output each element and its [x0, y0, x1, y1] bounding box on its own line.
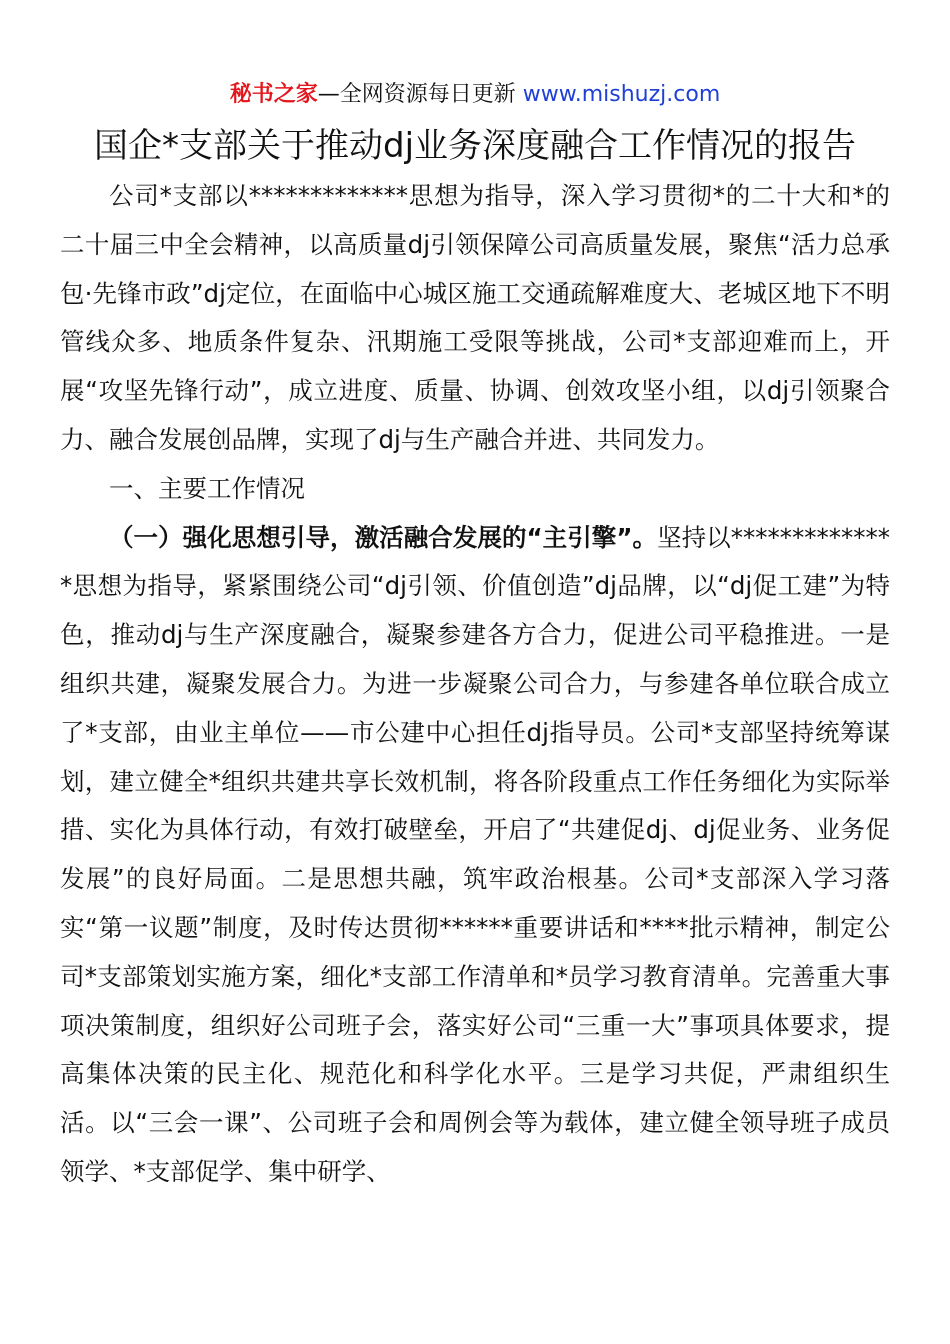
header-slogan: —全网资源每日更新: [317, 82, 523, 107]
subsection-body: 坚持以**************思想为指导，紧紧围绕公司“dj引领、价值创造”dj品牌，以“dj促工建”为特色，推动dj与生产深度融合，凝聚参建各方合力，促进公司平稳推进。一是组织共建，凝聚发展合力。为进一步凝聚公司合力，与参建各单位联合成立了*支部，由业主单位——市公建中心担任dj指导员。公司*支部坚持统筹谋划，建立健全*组织共建共享长效机制，将各阶段重点工作任务细化为实际举措、实化为具体行动，有效打破壁垒，开启了“共建促dj、dj促业务、业务促发展”的良好局面。二是思想共融，筑牢政治根基。公司*支部深入学习落实“第一议题”制度，及时传达贯彻******重要讲话和****批示精神，制定公司*支部策划实施方案，细化*支部工作清单和*员学习教育清单。完善重大事项决策制度，组织好公司班子会，落实好公司“三重一大”事项具体要求，提高集体决策的民主化、规范化和科学化水平。三是学习共促，严肃组织生活。以“三会一课”、公司班子会和周例会等为载体，建立健全领导班子成员领学、*支部促学、集中研学、: [60, 522, 891, 1186]
site-header: [0, 80, 950, 110]
subsection-paragraph: [60, 514, 890, 1197]
intro-paragraph: 公司*支部以*************思想为指导，深入学习贯彻*的二十大和*的二十届三中全会精神，以高质量dj引领保障公司高质量发展，聚焦“活力总承包·先锋市政”dj定位，在面临中心城区施工交通疏解难度大、老城区地下不明管线众多、地质条件复杂、汛期施工受限等挑战，公司*支部迎难而上，开展“攻坚先锋行动”，成立进度、质量、协调、创效攻坚小组，以dj引领聚合力、融合发展创品牌，实现了dj与生产融合并进、共同发力。: [60, 181, 890, 454]
subsection-heading: （一）强化思想引导，激活融合发展的“主引擎”。: [109, 522, 658, 552]
brand-name: 秘书之家: [229, 82, 318, 107]
section-heading: 一、主要工作情况: [109, 473, 305, 503]
site-url[interactable]: www.mishuzj.com: [522, 82, 721, 107]
document-title: 国企*支部关于推动dj业务深度融合工作情况的报告: [93, 126, 857, 166]
document-body: [60, 172, 890, 1197]
